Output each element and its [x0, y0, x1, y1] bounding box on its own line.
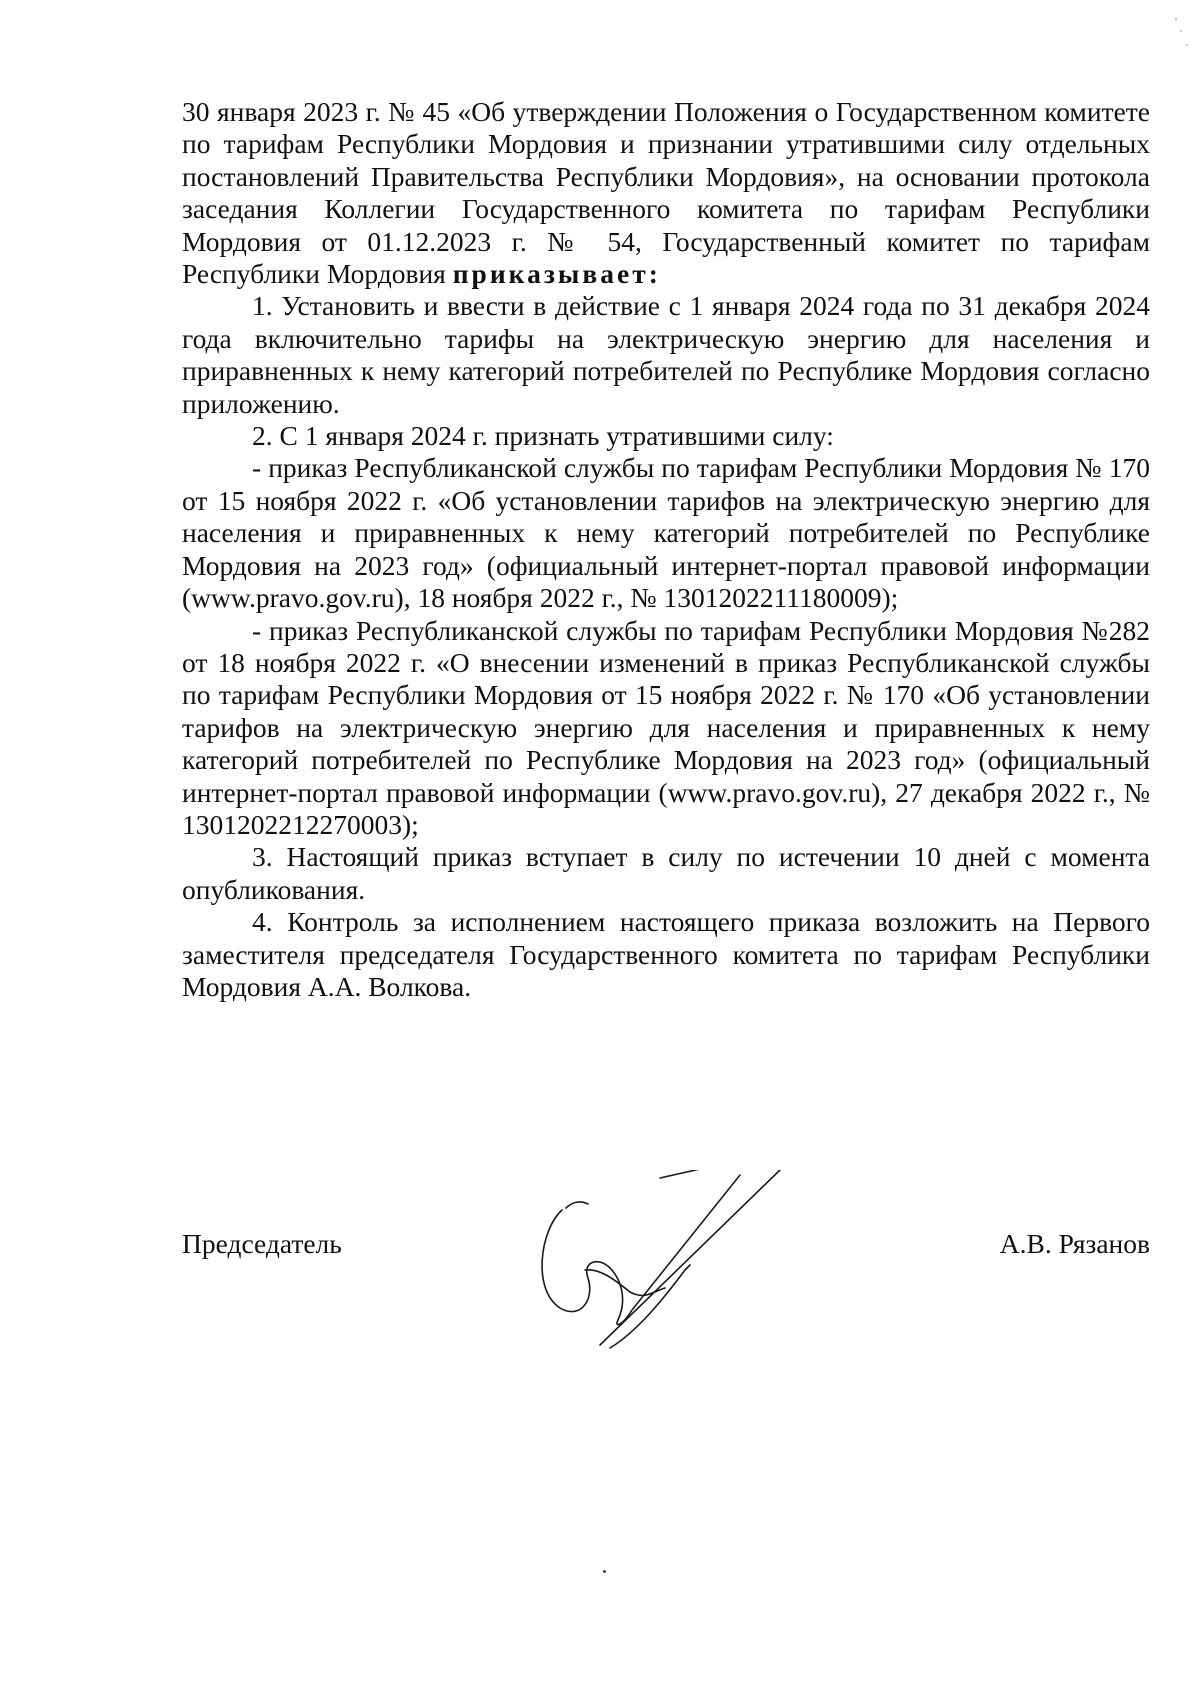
document-body: [182, 96, 1150, 1003]
paragraph-item-3: 3. Настоящий приказ вступает в силу по истечении 10 дней с момента опубликования.: [182, 841, 1150, 905]
scan-speck: [1175, 18, 1177, 20]
scan-speck: [1180, 30, 1182, 32]
paragraph-text: 30 января 2023 г. № 45 «Об утверждении Положения о Государственном комитете по тарифам Республики Мордовия и признании утратившими силу отдельных постановлений Правительства Республики Мордовия», на основании протокола заседания Коллегии Государственного комитета по тарифам Республики Мордовия от 01.12.2023 г. № 54, Государственный комитет по тарифам Республики Мордовия: [182, 96, 1150, 290]
scan-speck: [603, 1570, 606, 1573]
paragraph-item-2: 2. С 1 января 2024 г. признать утратившими силу:: [252, 420, 834, 452]
paragraph-repealed-order-1: - приказ Республиканской службы по тарифам Республики Мордовия № 170 от 15 ноября 2022 г. «Об установлении тарифов на электрическую энергию для населения и приравненных к нему категорий потребителей по Республике Мордовия на 2023 год» (официальный интернет-портал правовой информации (www.pravo.gov.ru), 18 ноября 2022 г., № 1301202211180009);: [182, 452, 1150, 614]
paragraph-item-1: 1. Установить и ввести в действие с 1 января 2024 года по 31 декабря 2024 года включительно тарифы на электрическую энергию для населения и приравненных к нему категорий потребителей по Республике Мордовия согласно приложению.: [182, 290, 1150, 419]
handwritten-signature: [540, 1170, 840, 1370]
paragraph-preamble: [182, 96, 1150, 290]
order-keyword: приказывает:: [452, 258, 661, 290]
scan-speck: [1186, 44, 1188, 46]
paragraph-item-4: 4. Контроль за исполнением настоящего приказа возложить на Первого заместителя председателя Государственного комитета по тарифам Республики Мордовия А.А. Волкова.: [182, 906, 1150, 1002]
signatory-name: А.В. Рязанов: [999, 1228, 1150, 1259]
paragraph-repealed-order-2: - приказ Республиканской службы по тарифам Республики Мордовия №282 от 18 ноября 2022 г. «О внесении изменений в приказ Республиканской службы по тарифам Республики Мордовия от 15 ноября 2022 г. № 170 «Об установлении тарифов на электрическую энергию для населения и приравненных к нему категорий потребителей по Республике Мордовия на 2023 год» (официальный интернет-портал правовой информации (www.pravo.gov.ru), 27 декабря 2022 г., № 1301202212270003);: [182, 614, 1150, 840]
signatory-title: Председатель: [182, 1228, 342, 1259]
